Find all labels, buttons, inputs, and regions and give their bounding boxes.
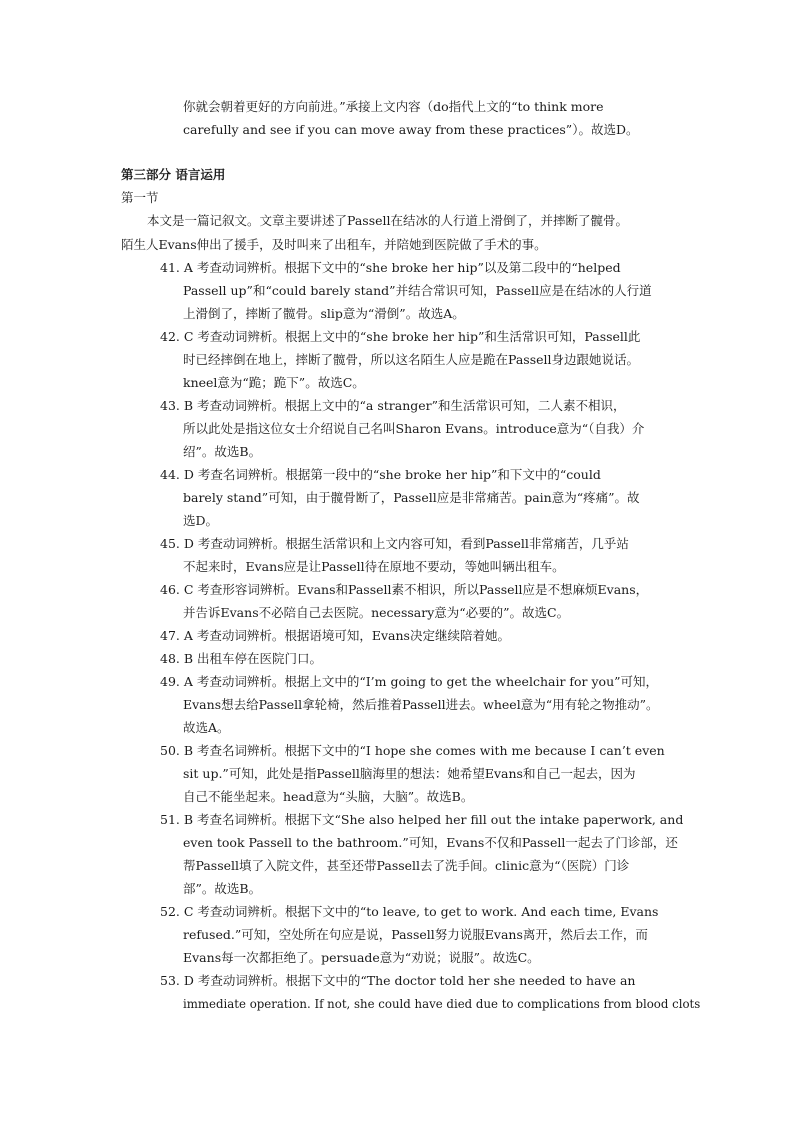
answer-44-line: barely stand”可知，由于髋骨断了，Passell应是非常痛苦。pain意为“疼痛”。故 — [183, 490, 640, 505]
answer-52-line: 52. C 考查动词辨析。根据下文中的“to leave, to get to work. And each time, Evans — [160, 904, 659, 919]
answer-44-line: 选D。 — [183, 513, 219, 528]
answer-41-line: 41. A 考查动词辨析。根据下文中的“she broke her hip”以及第二段中的“helped — [160, 260, 621, 275]
answer-51-line: even took Passell to the bathroom.”可知，Evans不仅和Passell一起去了门诊部，还 — [183, 835, 678, 850]
answer-51-line: 帮Passell填了入院文件，甚至还带Passell去了洗手间。clinic意为“（医院）门诊 — [183, 858, 630, 873]
answer-42-line: 时已经摔倒在地上，摔断了髋骨，所以这名陌生人应是跪在Passell身边跟她说话。 — [183, 352, 640, 367]
answer-50-line: 50. B 考查名词辨析。根据下文中的“I hope she comes with me because I can’t even — [160, 743, 665, 758]
subsection-title: 第一节 — [121, 190, 159, 205]
answer-42-line: 42. C 考查动词辨析。根据上文中的“she broke her hip”和生活常识可知，Passell此 — [160, 329, 641, 344]
answer-43-line: 绍”。故选B。 — [183, 444, 262, 459]
answer-46-line: 46. C 考查形容词辨析。Evans和Passell素不相识，所以Passell应是不想麻烦Evans， — [160, 582, 649, 597]
summary-line: 本文是一篇记叙文。文章主要讲述了Passell在结冰的人行道上滑倒了，并摔断了髋骨。 — [147, 213, 629, 228]
answer-45-line: 不起来时，Evans应是让Passell待在原地不要动，等她叫辆出租车。 — [183, 559, 565, 574]
summary-line: 陌生人Evans伸出了援手，及时叫来了出租车，并陪她到医院做了手术的事。 — [121, 237, 547, 252]
answer-42-line: kneel意为“跪；跪下”。故选C。 — [183, 375, 365, 390]
answer-53-line: 53. D 考查动词辨析。根据下文中的“The doctor told her she needed to have an — [160, 973, 636, 988]
answer-49-line: Evans想去给Passell拿轮椅，然后推着Passell进去。wheel意为“用有轮之物推动”。 — [183, 697, 659, 712]
answer-41-line: 上滑倒了，摔断了髋骨。slip意为“滑倒”。故选A。 — [183, 306, 465, 321]
intro-line: 你就会朝着更好的方向前进。”承接上文内容（do指代上文的“to think more — [183, 99, 604, 114]
answer-43-line: 所以此处是指这位女士介绍说自己名叫Sharon Evans。introduce意为“（自我）介 — [183, 421, 645, 436]
intro-line: carefully and see if you can move away from these practices”）。故选D。 — [183, 122, 639, 137]
answer-50-line: sit up.”可知，此处是指Passell脑海里的想法：她希望Evans和自己一起去，因为 — [183, 766, 636, 781]
answer-51-line: 51. B 考查名词辨析。根据下文“She also helped her fill out the intake paperwork, and — [160, 812, 684, 827]
answer-52-line: refused.”可知，空处所在句应是说，Passell努力说服Evans离开，然后去工作，而 — [183, 927, 648, 942]
answer-45-line: 45. D 考查动词辨析。根据生活常识和上文内容可知，看到Passell非常痛苦，几乎站 — [160, 536, 629, 551]
answer-50-line: 自己不能坐起来。head意为“头脑，大脑”。故选B。 — [183, 789, 474, 804]
answer-47-line: 47. A 考查动词辨析。根据语境可知，Evans决定继续陪着她。 — [160, 628, 510, 643]
answer-52-line: Evans每一次都拒绝了。persuade意为“劝说；说服”。故选C。 — [183, 950, 540, 965]
answer-48-line: 48. B 出租车停在医院门口。 — [160, 651, 323, 666]
answer-43-line: 43. B 考查动词辨析。根据上文中的“a stranger”和生活常识可知，二人素不相识， — [160, 398, 626, 413]
answer-51-line: 部”。故选B。 — [183, 881, 262, 896]
section-title: 第三部分 语言运用 — [121, 167, 226, 182]
answer-44-line: 44. D 考查名词辨析。根据第一段中的“she broke her hip”和下文中的“could — [160, 467, 601, 482]
answer-49-line: 49. A 考查动词辨析。根据上文中的“I’m going to get the wheelchair for you”可知， — [160, 674, 659, 689]
answer-41-line: Passell up”和“could barely stand”并结合常识可知，Passell应是在结冰的人行道 — [183, 283, 652, 298]
answer-46-line: 并告诉Evans不必陪自己去医院。necessary意为“必要的”。故选C。 — [183, 605, 570, 620]
answer-49-line: 故选A。 — [183, 720, 230, 735]
answer-53-line: immediate operation. If not, she could have died due to complications from blood clots — [183, 997, 701, 1011]
